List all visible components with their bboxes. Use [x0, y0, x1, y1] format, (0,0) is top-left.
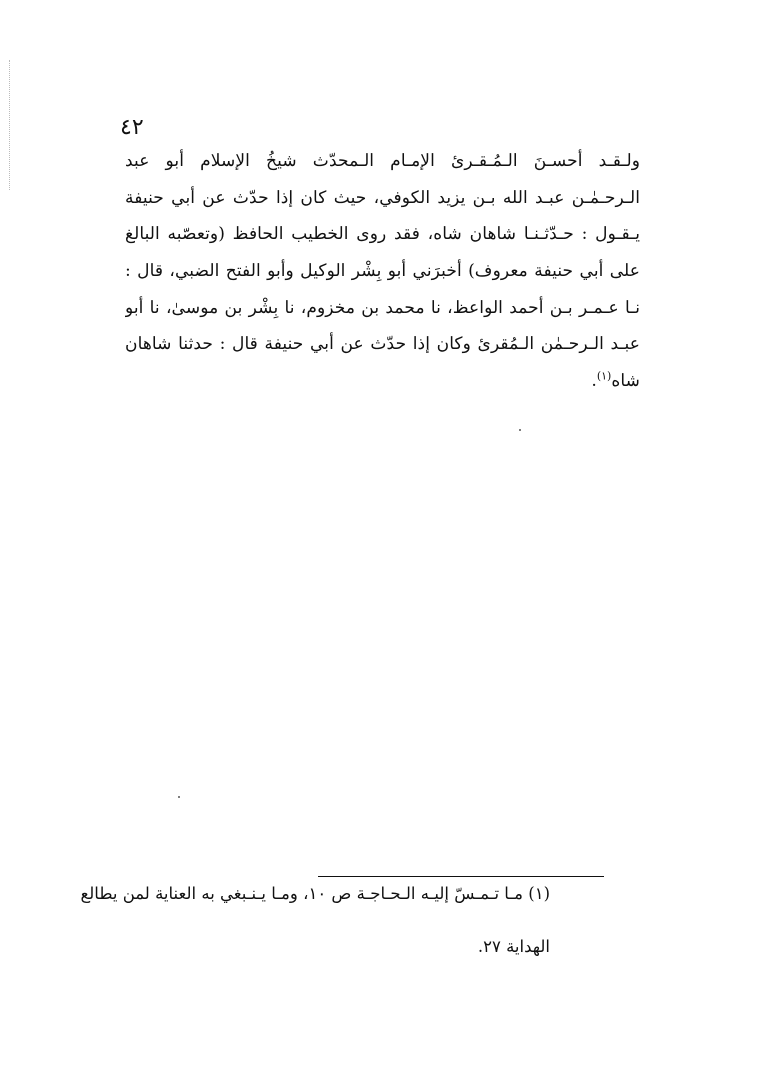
footnote-reference: (١)	[596, 369, 612, 383]
page-number: ٤٢	[120, 115, 144, 140]
text-line-1: ولـقـد أحسـنَ الـمُـقـرئ الإمـام الـمحدّث شيخُ الإسلام أبو عبد	[125, 151, 640, 171]
scan-margin-marks	[9, 60, 12, 190]
scan-speck	[519, 429, 521, 431]
footnotes	[28, 872, 550, 965]
text-line-5: نـا عـمـر بـن أحمد الواعظ، نا محمد بن مخزوم، نا بِشْر بن موسىٰ، نا أبو	[125, 297, 640, 318]
last-line-end: .	[591, 371, 597, 392]
text-line-4: على أبي حنيفة معروف) أخبرَني أبو بِشْر الوكيل وأبو الفتح الضبي، قال :	[125, 261, 640, 282]
footnote-1-line-2: الهداية ٢٧.	[477, 937, 550, 956]
main-text	[125, 143, 640, 400]
scan-speck	[178, 796, 180, 798]
text-line-7	[125, 363, 640, 400]
last-line-text: شاه	[611, 371, 640, 392]
text-line-3: يـقـول : حـدّثـنـا شاهان شاه، فقد روى الخطيب الحافظ (وتعصّبه البالغ	[125, 224, 640, 245]
text-line-6: عبـد الـرحـمٰن الـمُقرئ وكان إذا حدّث عن أبي حنيفة قال : حدثنا شاهان	[125, 334, 640, 355]
text-line-2: الـرحـمٰـن عبـد الله بـن يزيد الكوفي، حيث كان إذا حدّث عن أبي حنيفة	[125, 187, 640, 208]
footnote-1-line-1: (١) مـا تـمـسّ إليـه الـحـاجـة ص ١٠، ومـا يـنـبغي به العناية لمن يطالع	[80, 884, 550, 903]
